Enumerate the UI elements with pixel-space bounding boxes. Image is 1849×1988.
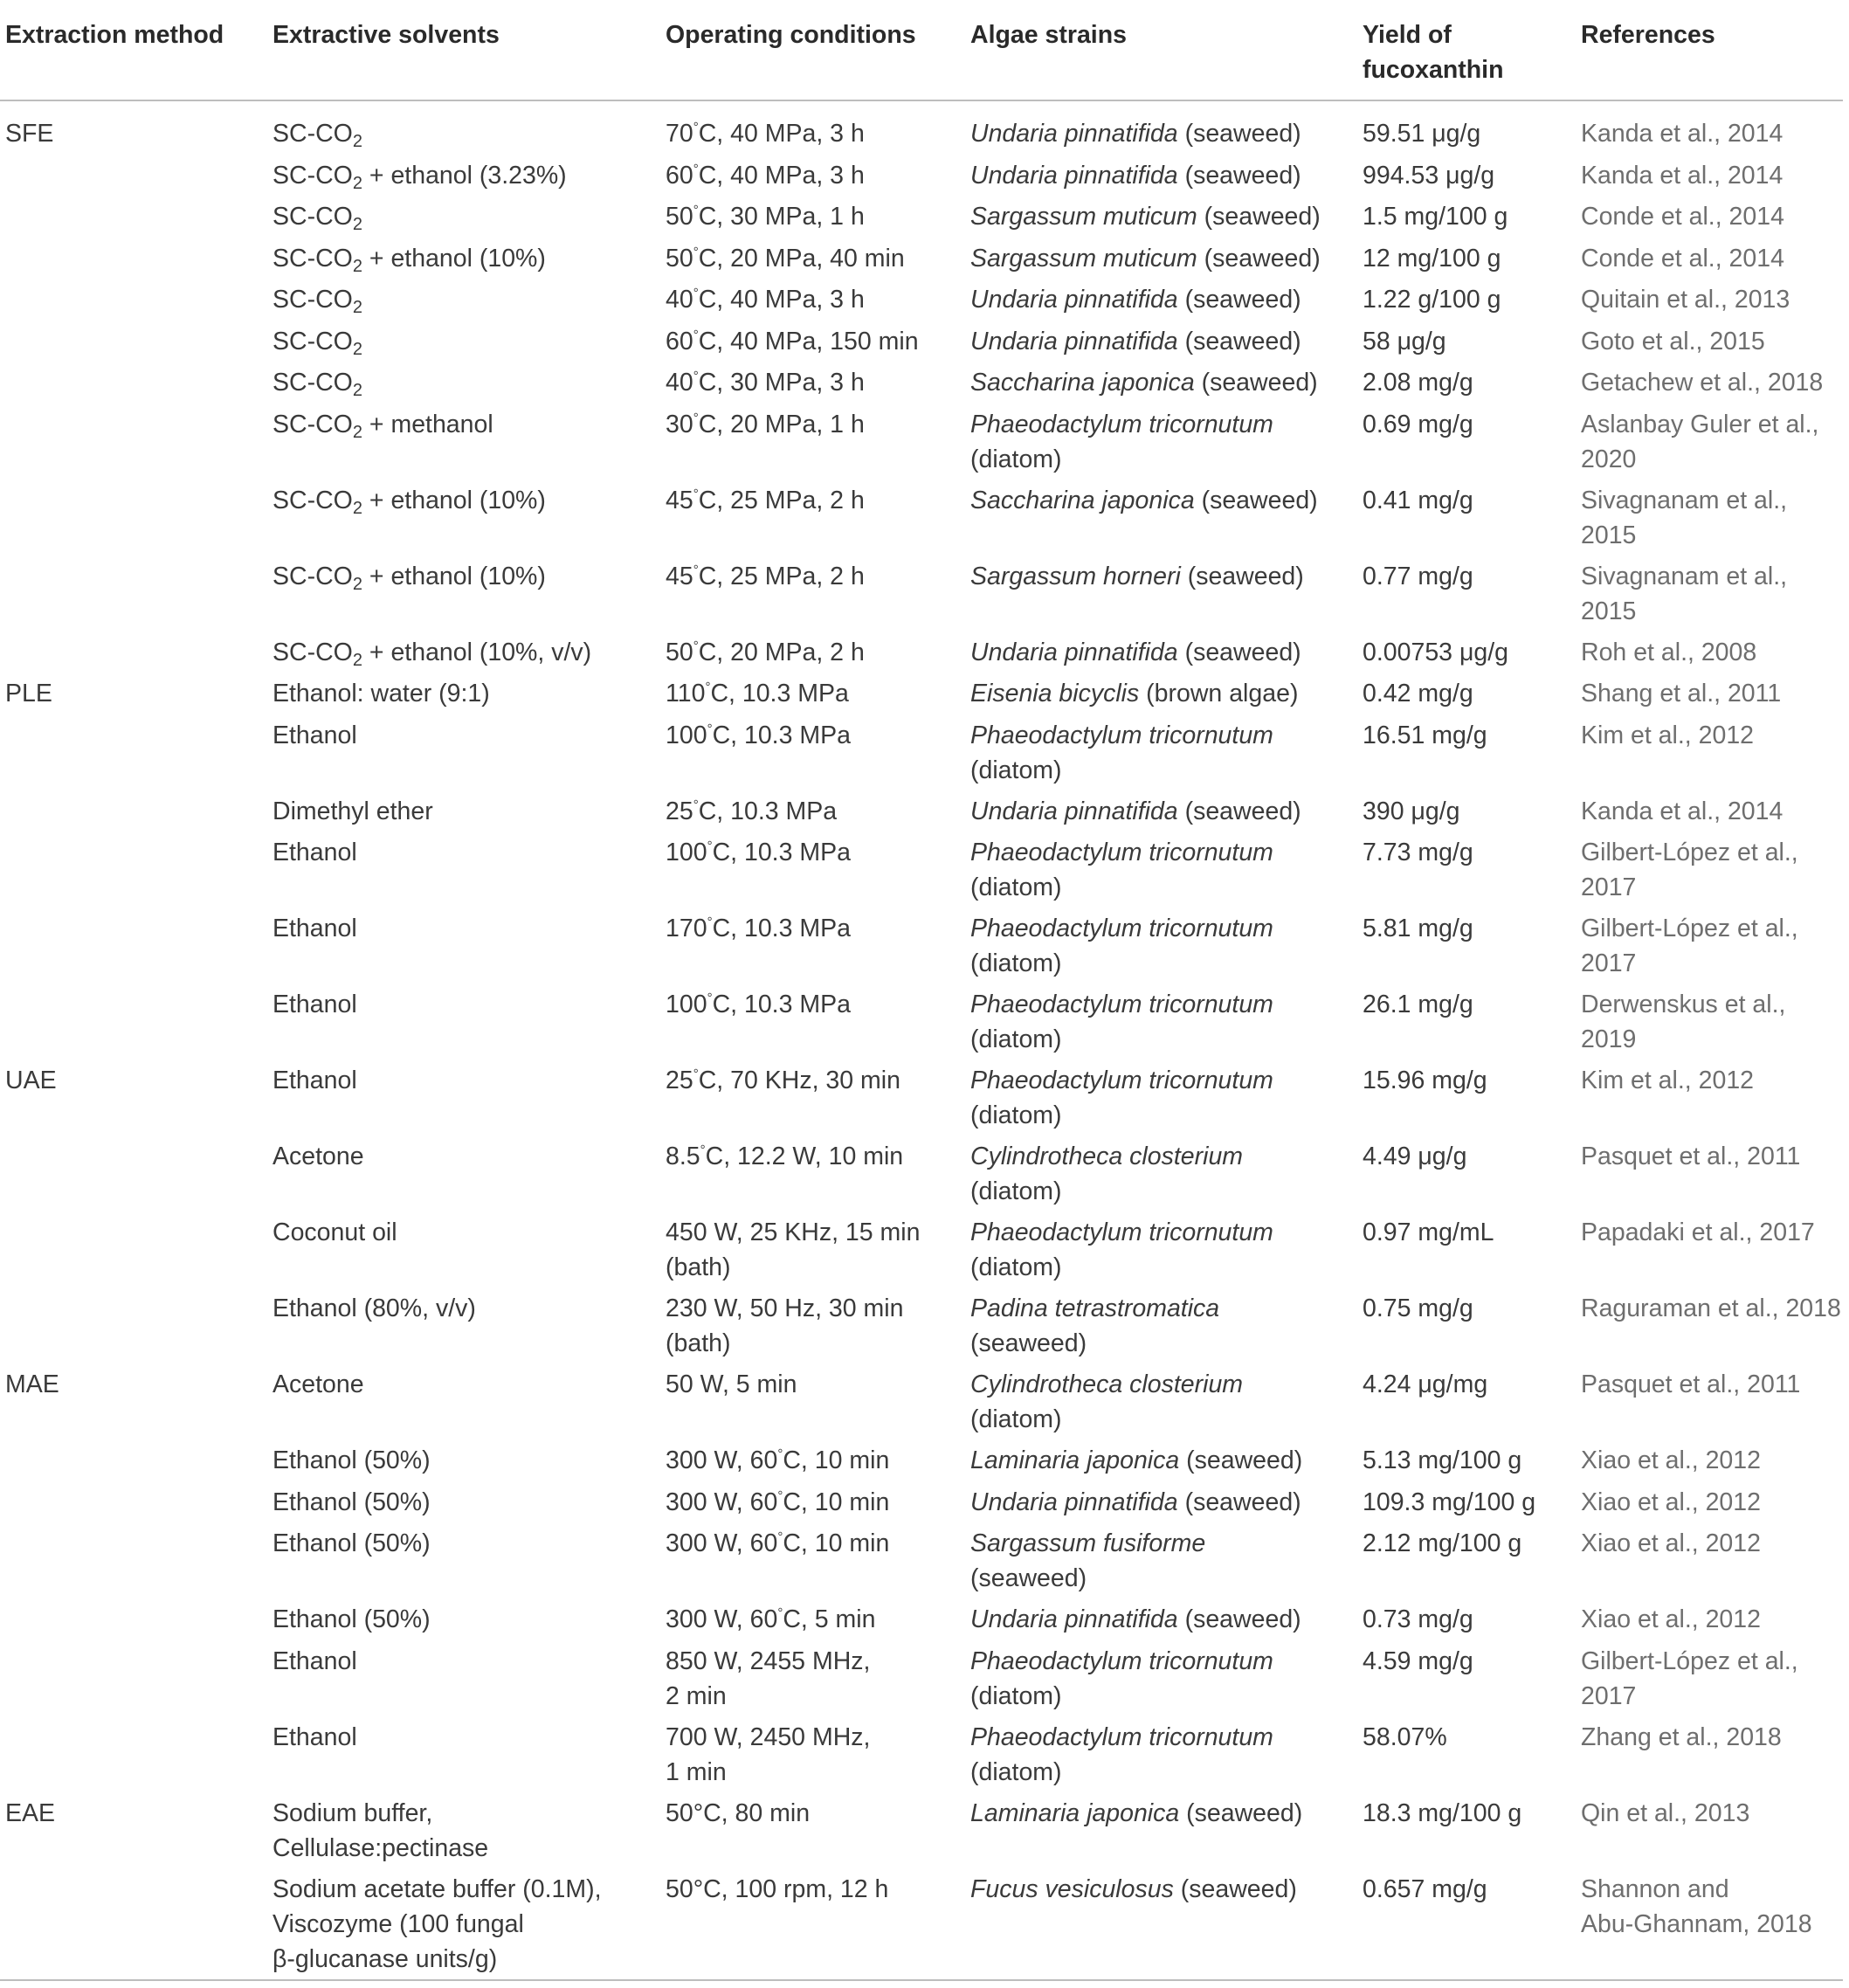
solvent-cell: $SC-CO_2$	[273, 327, 362, 359]
header-extraction-method: Extraction method	[5, 21, 224, 49]
yield-cell: 12 mg/100 g	[1363, 244, 1501, 273]
reference-cell: Gilbert-López et al., 2017	[1581, 915, 1798, 977]
yield-cell: 59.51 μg/g	[1363, 120, 1481, 148]
species-name: Eisenia bicyclis	[970, 680, 1140, 708]
organism-type: (seaweed)	[1184, 120, 1301, 148]
conditions-cell: 50°C, 20 MPa, 40 min	[666, 244, 905, 273]
yield-cell: 58.07%	[1363, 1722, 1447, 1751]
reference-cell: Getachew et al., 2018	[1581, 369, 1824, 397]
yield-cell: 18.3 mg/100 g	[1363, 1798, 1522, 1827]
algae-strain-cell	[970, 483, 1318, 518]
species-name: Cylindrotheca closterium	[970, 1370, 1244, 1398]
solvent-cell: Sodium buffer, Cellulase:pectinase	[273, 1798, 489, 1862]
organism-type: (diatom)	[970, 1405, 1062, 1433]
conditions-cell: 300 W, 60°C, 10 min	[666, 1446, 890, 1474]
organism-type: (seaweed)	[1184, 1605, 1301, 1633]
algae-strain-cell	[970, 1796, 1302, 1831]
extraction-method-cell: EAE	[5, 1798, 56, 1827]
header-extractive-solvents: Extractive solvents	[273, 21, 500, 49]
reference-cell: Kim et al., 2012	[1581, 1066, 1755, 1094]
conditions-cell: 50 W, 5 min	[666, 1370, 797, 1398]
conditions-cell: 230 W, 50 Hz, 30 min (bath)	[666, 1294, 904, 1357]
header-algae-strains: Algae strains	[970, 21, 1127, 49]
organism-type: (brown algae)	[1146, 680, 1299, 708]
yield-cell: 0.41 mg/g	[1363, 486, 1473, 514]
conditions-cell: 45°C, 25 MPa, 2 h	[666, 486, 865, 514]
organism-type: (diatom)	[970, 1253, 1062, 1281]
conditions-cell: 50°C, 30 MPa, 1 h	[666, 203, 865, 231]
algae-strain-cell	[970, 835, 1273, 905]
solvent-cell: Ethanol (50%)	[273, 1488, 431, 1516]
yield-cell: 2.12 mg/100 g	[1363, 1529, 1522, 1557]
algae-strain-cell	[970, 199, 1321, 234]
algae-strain-cell	[970, 1063, 1273, 1133]
organism-type: (seaweed)	[1186, 1446, 1303, 1474]
conditions-cell: 60°C, 40 MPa, 3 h	[666, 161, 865, 190]
algae-strain-cell	[970, 1139, 1243, 1209]
algae-strain-cell	[970, 911, 1273, 981]
solvent-cell: Ethanol	[273, 915, 357, 942]
organism-type: (seaweed)	[970, 1329, 1087, 1357]
extraction-method-cell: UAE	[5, 1066, 57, 1094]
reference-cell: Xiao et al., 2012	[1581, 1488, 1761, 1516]
yield-cell: 5.81 mg/g	[1363, 915, 1473, 942]
reference-cell: Kanda et al., 2014	[1581, 120, 1783, 148]
conditions-cell: 110°C, 10.3 MPa	[666, 680, 849, 708]
yield-cell: 0.97 mg/mL	[1363, 1218, 1494, 1246]
reference-cell: Sivagnanam et al., 2015	[1581, 486, 1788, 549]
reference-cell: Gilbert-López et al., 2017	[1581, 1646, 1798, 1710]
reference-cell: Kim et al., 2012	[1581, 721, 1755, 749]
species-name: Saccharina japonica	[970, 486, 1195, 514]
organism-type: (seaweed)	[1204, 244, 1321, 273]
algae-strain-cell	[970, 116, 1301, 151]
species-name: Saccharina japonica	[970, 369, 1195, 397]
algae-strain-cell	[970, 1215, 1273, 1285]
yield-cell: 1.5 mg/100 g	[1363, 203, 1508, 231]
species-name: Phaeodactylum tricornutum	[970, 721, 1273, 749]
yield-cell: 26.1 mg/g	[1363, 991, 1473, 1018]
algae-strain-cell	[970, 1872, 1297, 1907]
species-name: Undaria pinnatifida	[970, 797, 1178, 825]
solvent-cell: Sodium acetate buffer (0.1M), Viscozyme (100 fungal β-glucanase units/g)	[273, 1874, 602, 1973]
yield-cell: 994.53 μg/g	[1363, 161, 1495, 190]
organism-type: (seaweed)	[1180, 1874, 1297, 1903]
algae-strain-cell	[970, 1602, 1301, 1637]
solvent-cell: Acetone	[273, 1142, 364, 1170]
yield-cell: 390 μg/g	[1363, 797, 1460, 825]
organism-type: (seaweed)	[1184, 161, 1301, 190]
conditions-cell: 300 W, 60°C, 5 min	[666, 1605, 876, 1633]
solvent-cell: Acetone	[273, 1370, 364, 1398]
species-name: Phaeodactylum tricornutum	[970, 1218, 1273, 1246]
algae-strain-cell	[970, 158, 1301, 193]
organism-type: (seaweed)	[1186, 1798, 1303, 1827]
conditions-cell: 50°C, 80 min	[666, 1798, 811, 1827]
organism-type: (diatom)	[970, 873, 1062, 901]
species-name: Laminaria japonica	[970, 1446, 1180, 1474]
algae-strain-cell	[970, 635, 1301, 670]
yield-cell: 4.24 μg/mg	[1363, 1370, 1488, 1398]
species-name: Undaria pinnatifida	[970, 120, 1178, 148]
species-name: Undaria pinnatifida	[970, 638, 1178, 666]
organism-type: (seaweed)	[1184, 327, 1301, 355]
algae-strain-cell	[970, 676, 1298, 711]
yield-cell: 109.3 mg/100 g	[1363, 1488, 1536, 1516]
species-name: Undaria pinnatifida	[970, 286, 1178, 314]
species-name: Phaeodactylum tricornutum	[970, 1646, 1273, 1675]
algae-strain-cell	[970, 1485, 1301, 1520]
yield-cell: 0.73 mg/g	[1363, 1605, 1473, 1633]
conditions-cell: 45°C, 25 MPa, 2 h	[666, 562, 865, 590]
solvent-cell: $SC-CO_2$	[273, 369, 362, 400]
reference-cell: Qin et al., 2013	[1581, 1798, 1750, 1827]
organism-type: (diatom)	[970, 445, 1062, 473]
solvent-cell: $SC-CO_2$ + ethanol (10%)	[273, 562, 546, 594]
solvent-cell: Ethanol	[273, 1066, 357, 1094]
conditions-cell: 40°C, 30 MPa, 3 h	[666, 369, 865, 397]
solvent-cell: Dimethyl ether	[273, 797, 433, 825]
organism-type: (diatom)	[970, 1177, 1062, 1205]
organism-type: (seaweed)	[1184, 638, 1301, 666]
solvent-cell: Ethanol	[273, 721, 357, 749]
organism-type: (seaweed)	[1204, 203, 1321, 231]
conditions-cell: 60°C, 40 MPa, 150 min	[666, 327, 919, 355]
yield-cell: 2.08 mg/g	[1363, 369, 1473, 397]
reference-cell: Derwenskus et al., 2019	[1581, 991, 1786, 1053]
organism-type: (seaweed)	[1184, 1488, 1301, 1516]
solvent-cell: $SC-CO_2$ + methanol	[273, 410, 493, 442]
reference-cell: Kanda et al., 2014	[1581, 797, 1783, 825]
conditions-cell: 300 W, 60°C, 10 min	[666, 1488, 890, 1516]
conditions-cell: 8.5°C, 12.2 W, 10 min	[666, 1142, 904, 1170]
organism-type: (diatom)	[970, 1681, 1062, 1710]
algae-strain-cell	[970, 324, 1301, 359]
conditions-cell: 450 W, 25 KHz, 15 min (bath)	[666, 1218, 921, 1281]
solvent-cell: Coconut oil	[273, 1218, 397, 1246]
reference-cell: Shannon and Abu-Ghannam, 2018	[1581, 1874, 1812, 1938]
reference-cell: Quitain et al., 2013	[1581, 286, 1790, 314]
species-name: Phaeodactylum tricornutum	[970, 915, 1273, 942]
organism-type: (diatom)	[970, 1101, 1062, 1129]
conditions-cell: 100°C, 10.3 MPa	[666, 991, 851, 1018]
species-name: Undaria pinnatifida	[970, 327, 1178, 355]
reference-cell: Conde et al., 2014	[1581, 244, 1784, 273]
yield-cell: 16.51 mg/g	[1363, 721, 1487, 749]
solvent-cell: Ethanol (80%, v/v)	[273, 1294, 476, 1322]
algae-strain-cell	[970, 987, 1273, 1057]
conditions-cell: 40°C, 40 MPa, 3 h	[666, 286, 865, 314]
reference-cell: Raguraman et al., 2018	[1581, 1294, 1841, 1322]
solvent-cell: Ethanol (50%)	[273, 1529, 431, 1557]
conditions-cell: 100°C, 10.3 MPa	[666, 839, 851, 866]
solvent-cell: Ethanol (50%)	[273, 1446, 431, 1474]
yield-cell: 0.77 mg/g	[1363, 562, 1473, 590]
solvent-cell: $SC-CO_2$ + ethanol (10%)	[273, 244, 546, 276]
reference-cell: Shang et al., 2011	[1581, 680, 1782, 708]
solvent-cell: $SC-CO_2$	[273, 286, 362, 317]
conditions-cell: 50°C, 100 rpm, 12 h	[666, 1874, 889, 1903]
species-name: Phaeodactylum tricornutum	[970, 839, 1273, 866]
algae-strain-cell	[970, 1526, 1205, 1596]
reference-cell: Pasquet et al., 2011	[1581, 1370, 1801, 1398]
table-bottom-rule	[0, 1979, 1843, 1981]
reference-cell: Aslanbay Guler et al., 2020	[1581, 410, 1819, 473]
species-name: Phaeodactylum tricornutum	[970, 1722, 1273, 1751]
header-divider	[0, 100, 1843, 101]
yield-cell: 1.22 g/100 g	[1363, 286, 1501, 314]
conditions-cell: 25°C, 70 KHz, 30 min	[666, 1066, 900, 1094]
species-name: Sargassum horneri	[970, 562, 1181, 590]
solvent-cell: Ethanol	[273, 1646, 357, 1675]
solvent-cell: Ethanol	[273, 1722, 357, 1751]
reference-cell: Sivagnanam et al., 2015	[1581, 562, 1788, 625]
yield-cell: 4.49 μg/g	[1363, 1142, 1467, 1170]
species-name: Phaeodactylum tricornutum	[970, 1066, 1273, 1094]
algae-strain-cell	[970, 1443, 1302, 1478]
organism-type: (diatom)	[970, 1757, 1062, 1786]
reference-cell: Xiao et al., 2012	[1581, 1446, 1761, 1474]
reference-cell: Pasquet et al., 2011	[1581, 1142, 1801, 1170]
yield-cell: 4.59 mg/g	[1363, 1646, 1473, 1675]
solvent-cell: $SC-CO_2$ + ethanol (3.23%)	[273, 161, 567, 193]
species-name: Undaria pinnatifida	[970, 1605, 1178, 1633]
algae-strain-cell	[970, 718, 1273, 788]
species-name: Phaeodactylum tricornutum	[970, 991, 1273, 1018]
algae-strain-cell	[970, 1720, 1273, 1790]
extraction-method-cell: MAE	[5, 1370, 59, 1398]
reference-cell: Xiao et al., 2012	[1581, 1605, 1761, 1633]
yield-cell: 5.13 mg/100 g	[1363, 1446, 1522, 1474]
conditions-cell: 25°C, 10.3 MPa	[666, 797, 838, 825]
conditions-cell: 170°C, 10.3 MPa	[666, 915, 851, 942]
algae-strain-cell	[970, 241, 1321, 276]
solvent-cell: Ethanol: water (9:1)	[273, 680, 490, 708]
species-name: Cylindrotheca closterium	[970, 1142, 1244, 1170]
organism-type: (diatom)	[970, 756, 1062, 784]
reference-cell: Papadaki et al., 2017	[1581, 1218, 1815, 1246]
species-name: Sargassum muticum	[970, 203, 1197, 231]
header-yield-of-fucoxanthin: Yield of fucoxanthin	[1363, 21, 1504, 84]
organism-type: (diatom)	[970, 1025, 1062, 1053]
conditions-cell: 50°C, 20 MPa, 2 h	[666, 638, 865, 666]
yield-cell: 0.00753 μg/g	[1363, 638, 1508, 666]
yield-cell: 0.42 mg/g	[1363, 680, 1473, 708]
algae-strain-cell	[970, 794, 1301, 829]
reference-cell: Gilbert-López et al., 2017	[1581, 839, 1798, 901]
algae-strain-cell	[970, 282, 1301, 317]
yield-cell: 15.96 mg/g	[1363, 1066, 1487, 1094]
reference-cell: Goto et al., 2015	[1581, 327, 1765, 355]
reference-cell: Kanda et al., 2014	[1581, 161, 1783, 190]
conditions-cell: 100°C, 10.3 MPa	[666, 721, 851, 749]
solvent-cell: Ethanol	[273, 991, 357, 1018]
solvent-cell: $SC-CO_2$ + ethanol (10%, v/v)	[273, 638, 592, 670]
algae-strain-cell	[970, 1644, 1273, 1714]
species-name: Sargassum muticum	[970, 244, 1197, 273]
extraction-method-cell: SFE	[5, 120, 54, 148]
reference-cell: Xiao et al., 2012	[1581, 1529, 1761, 1557]
species-name: Undaria pinnatifida	[970, 1488, 1178, 1516]
species-name: Laminaria japonica	[970, 1798, 1180, 1827]
species-name: Sargassum fusiforme	[970, 1529, 1206, 1557]
conditions-cell: 700 W, 2450 MHz, 1 min	[666, 1722, 871, 1786]
yield-cell: 58 μg/g	[1363, 327, 1446, 355]
species-name: Padina tetrastromatica	[970, 1294, 1220, 1322]
solvent-cell: $SC-CO_2$	[273, 120, 362, 151]
organism-type: (diatom)	[970, 949, 1062, 977]
organism-type: (seaweed)	[1201, 369, 1318, 397]
conditions-cell: 850 W, 2455 MHz, 2 min	[666, 1646, 871, 1710]
organism-type: (seaweed)	[1201, 486, 1318, 514]
species-name: Undaria pinnatifida	[970, 161, 1178, 190]
algae-strain-cell	[970, 1291, 1219, 1361]
yield-cell: 0.69 mg/g	[1363, 410, 1473, 438]
organism-type: (seaweed)	[1184, 797, 1301, 825]
yield-cell: 0.657 mg/g	[1363, 1874, 1487, 1903]
extraction-method-cell: PLE	[5, 680, 52, 708]
header-references: References	[1581, 21, 1715, 49]
organism-type: (seaweed)	[970, 1564, 1087, 1592]
organism-type: (seaweed)	[1184, 286, 1301, 314]
solvent-cell: Ethanol	[273, 839, 357, 866]
solvent-cell: $SC-CO_2$	[273, 203, 362, 234]
algae-strain-cell	[970, 1367, 1243, 1437]
species-name: Phaeodactylum tricornutum	[970, 410, 1273, 438]
yield-cell: 0.75 mg/g	[1363, 1294, 1473, 1322]
conditions-cell: 30°C, 20 MPa, 1 h	[666, 410, 865, 438]
algae-strain-cell	[970, 365, 1318, 400]
yield-cell: 7.73 mg/g	[1363, 839, 1473, 866]
reference-cell: Roh et al., 2008	[1581, 638, 1757, 666]
algae-strain-cell	[970, 559, 1304, 594]
solvent-cell: $SC-CO_2$ + ethanol (10%)	[273, 486, 546, 518]
conditions-cell: 70°C, 40 MPa, 3 h	[666, 120, 865, 148]
solvent-cell: Ethanol (50%)	[273, 1605, 431, 1633]
reference-cell: Zhang et al., 2018	[1581, 1722, 1782, 1751]
header-operating-conditions: Operating conditions	[666, 21, 916, 49]
organism-type: (seaweed)	[1187, 562, 1304, 590]
reference-cell: Conde et al., 2014	[1581, 203, 1784, 231]
conditions-cell: 300 W, 60°C, 10 min	[666, 1529, 890, 1557]
algae-strain-cell	[970, 407, 1273, 477]
species-name: Fucus vesiculosus	[970, 1874, 1174, 1903]
